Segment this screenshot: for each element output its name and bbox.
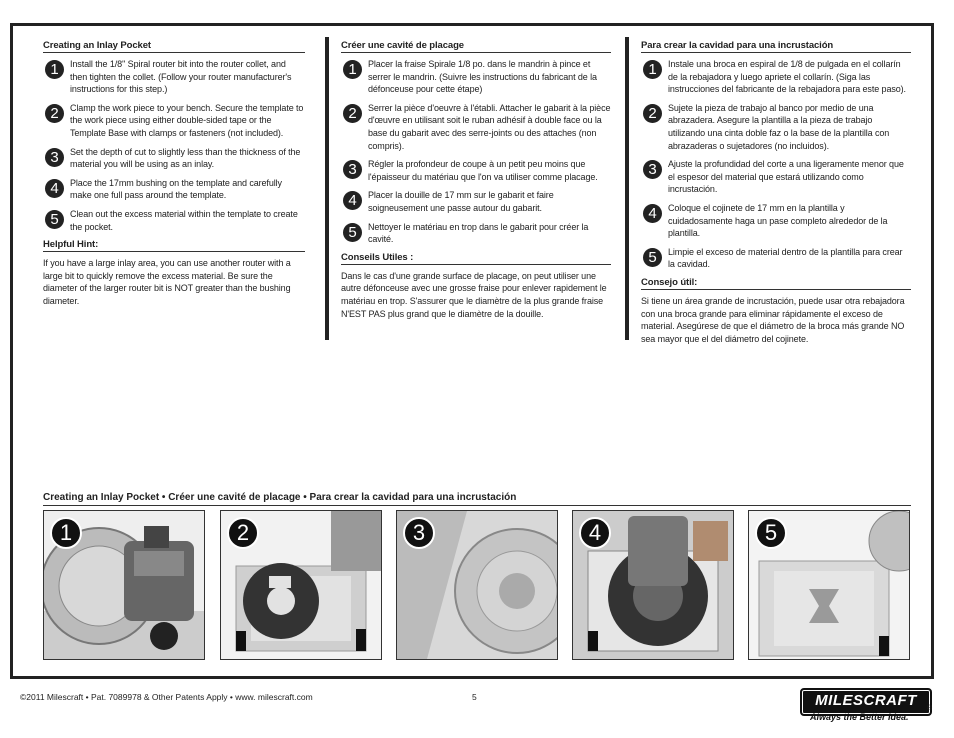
step-number-badge: 3 (643, 160, 662, 179)
slogan: Always the Better Idea. (810, 712, 909, 722)
step-4 (341, 189, 611, 214)
spanish-column (641, 40, 911, 345)
photo-number-badge: 2 (227, 517, 259, 549)
step-number-badge: 5 (643, 248, 662, 267)
step-number-badge: 4 (343, 191, 362, 210)
photo-number-badge: 1 (50, 517, 82, 549)
step-text: Placer la douille de 17 mm sur le gabarit et faire soigneusement une passe autour du gabarit. (368, 190, 554, 213)
photo-step-2 (220, 510, 382, 660)
step-4 (43, 177, 305, 202)
step-text: Coloque el cojinete de 17 mm en la plantilla y cuidadosamente haga un pase completo alrededor de la plantilla. (668, 202, 888, 239)
hint-title: Conseils Utiles : (341, 252, 611, 265)
step-3 (341, 158, 611, 183)
page-number: 5 (472, 692, 477, 702)
photos-title: Creating an Inlay Pocket • Créer une cavité de placage • Para crear la cavidad para una incrustación (43, 492, 911, 506)
photo-number-badge: 3 (403, 517, 435, 549)
step-2 (43, 102, 305, 140)
step-1 (641, 58, 911, 96)
step-number-badge: 4 (45, 179, 64, 198)
step-text: Limpie el exceso de material dentro de la plantilla para crear la cavidad. (668, 246, 903, 270)
step-text: Placer la fraise Spirale 1/8 po. dans le mandrin à pince et serrer le mandrin. (Suivre les instructions du fabricant de la défonceuse pour cette étape) (368, 59, 597, 95)
photo-number-badge: 5 (755, 517, 787, 549)
step-number-badge: 1 (643, 60, 662, 79)
step-text: Régler la profondeur de coupe à un petit peu moins que l'épaisseur du matériau que l'on va utiliser comme placage. (368, 159, 598, 182)
hint-title: Consejo útil: (641, 277, 911, 290)
step-number-badge: 1 (45, 60, 64, 79)
copyright-text: ©2011 Milescraft • Pat. 7089978 & Other Patents Apply • www. milescraft.com (20, 692, 313, 702)
step-text: Instale una broca en espiral de 1/8 de pulgada en el collarín de la rebajadora y luego apriete el collarín. (Siga las instrucciones del fabricante de la rebajadora para este paso). (668, 59, 906, 95)
step-3 (43, 146, 305, 171)
step-text: Sujete la pieza de trabajo al banco por medio de una abrazadera. Asegure la plantilla a la pieza de trabajo utilizando una cinta doble faz o la base de la plantilla con abrazaderas o sujetadores (no incluidos). (668, 102, 890, 151)
step-number-badge: 5 (45, 210, 64, 229)
step-number-badge: 1 (343, 60, 362, 79)
section-title: Para crear la cavidad para una incrustación (641, 40, 911, 53)
hint-text: Si tiene un área grande de incrustación, puede usar otra rebajadora con una broca grande para eliminar rápidamente el exceso de material. Asegúrese de que el diámetro de la broca más grande NO sea mayor que el del diámetro del cojinete. (641, 295, 905, 344)
photo-step-3 (396, 510, 558, 660)
step-text: Nettoyer le matériau en trop dans le gabarit pour créer la cavité. (368, 221, 589, 245)
hint-title: Helpful Hint: (43, 239, 305, 252)
step-4 (641, 202, 911, 240)
step-2 (641, 102, 911, 152)
step-number-badge: 3 (343, 160, 362, 179)
section-title: Creating an Inlay Pocket (43, 40, 305, 53)
step-number-badge: 4 (643, 204, 662, 223)
column-divider-right (625, 37, 629, 340)
step-text: Set the depth of cut to slightly less than the thickness of the material you will be using as an inlay. (70, 146, 301, 170)
photo-number-badge: 4 (579, 517, 611, 549)
photo-step-4 (572, 510, 734, 660)
hint-text: If you have a large inlay area, you can use another router with a large bit to quickly remove the excess material. Be sure the diameter of the larger router bit is NOT greater than the bushing diameter. (43, 258, 291, 306)
step-5 (641, 246, 911, 271)
step-1 (43, 58, 305, 96)
step-2 (341, 102, 611, 152)
photo-step-5 (748, 510, 910, 660)
step-text: Place the 17mm bushing on the template and carefully make one full pass around the template. (70, 177, 282, 201)
step-1 (341, 58, 611, 96)
step-text: Install the 1/8'' Spiral router bit into the router collet, and then tighten the collet. (Follow your router manufacturer's instructions for this step.) (70, 59, 292, 95)
logo-text: MILESCRAFT (815, 692, 917, 709)
step-text: Clean out the excess material within the template to create the pocket. (70, 208, 298, 232)
step-number-badge: 2 (643, 104, 662, 123)
column-divider-left (325, 37, 329, 340)
step-5 (341, 221, 611, 246)
registered-mark: ® (927, 705, 933, 712)
photo-step-1 (43, 510, 205, 660)
step-text: Clamp the work piece to your bench. Secure the template to the work piece using either double-sided tape or the Template Base with clamps or fasteners (not included). (70, 102, 304, 138)
french-column (341, 40, 611, 320)
step-number-badge: 5 (343, 223, 362, 242)
step-5 (43, 208, 305, 233)
step-text: Serrer la pièce d'oeuvre à l'établi. Attacher le gabarit à la pièce d'œuvre en utilisant soit le ruban adhésif à double face ou la base du gabarit avec des serre-joints ou des attaches (non compris). (368, 102, 611, 151)
hint-text: Dans le cas d'une grande surface de placage, on peut utiliser une autre défonceuse avec une grosse fraise pour enlever rapidement le matériau en trop. S'assurer que le diamètre de la plus grande fraise N'EST PAS plus grand que le diamètre de la douille. (341, 270, 607, 319)
english-column (43, 40, 305, 308)
step-number-badge: 3 (45, 148, 64, 167)
section-title: Créer une cavité de placage (341, 40, 611, 53)
step-text: Ajuste la profundidad del corte a una ligeramente menor que el espesor del material que estará utilizando como incrustación. (668, 159, 904, 195)
step-number-badge: 2 (343, 104, 362, 123)
step-3 (641, 158, 911, 196)
step-number-badge: 2 (45, 104, 64, 123)
